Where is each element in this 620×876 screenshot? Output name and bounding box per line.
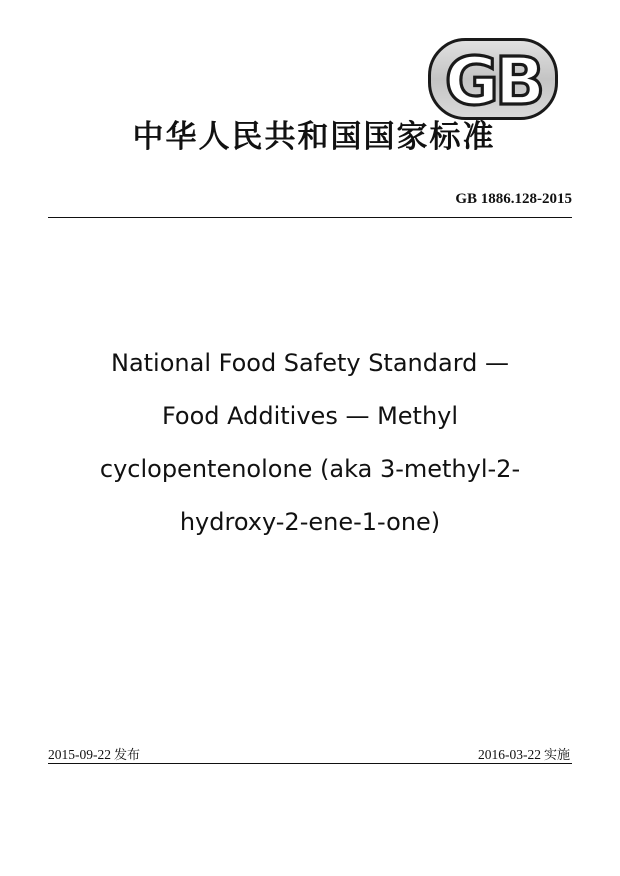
document-title (70, 337, 550, 549)
title-line: National Food Safety Standard — (110, 349, 510, 377)
national-standard-heading: 中华人民共和国国家标准 (132, 119, 496, 155)
issue-label: 发布 (114, 748, 141, 763)
implementation-date-value: 2016-03-22 (477, 747, 541, 762)
implementation-date (478, 744, 570, 763)
issue-date-value: 2015-09-22 (48, 747, 111, 762)
title-line: hydroxy-2-ene-1-one) (179, 508, 441, 536)
implementation-label: 实施 (543, 748, 570, 763)
title-line: cyclopentenolone (aka 3-methyl-2- (99, 455, 521, 483)
top-divider (48, 217, 572, 218)
svg-text:GB: GB (444, 43, 542, 120)
standard-number: GB 1886.128-2015 (455, 191, 572, 207)
issue-date (48, 744, 140, 763)
gb-logo (428, 38, 558, 120)
title-line: Food Additives — Methyl (161, 402, 459, 430)
bottom-divider (48, 763, 572, 764)
